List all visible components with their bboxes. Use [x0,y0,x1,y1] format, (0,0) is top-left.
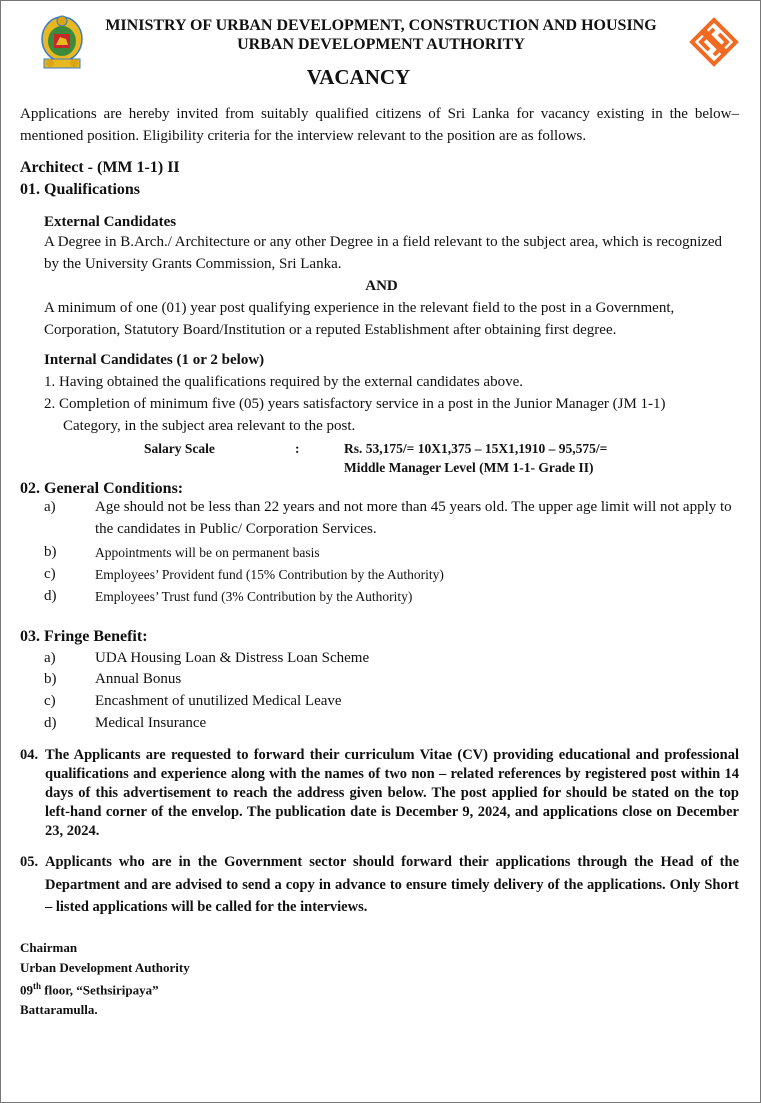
floor-suffix: th [33,981,42,992]
salary-label: Salary Scale [144,441,215,456]
external-text-1: A Degree in B.Arch./ Architecture or any other Degree in a field relevant to the subject area, which is recognized by the University Grants Commission, Sri Lanka. [44,234,723,272]
item-text: Annual Bonus [95,671,182,687]
address-line-city: Battaramulla. [20,1002,98,1018]
salary-level: Middle Manager Level (MM 1-1- Grade II) [344,460,594,475]
address-block [20,938,190,1020]
item-label: a) [44,499,56,515]
general-conditions-heading: 02. General Conditions: [20,480,184,497]
item-text: Employees’ Trust fund (3% Contribution by the Authority) [95,589,413,604]
item-text: Employees’ Provident fund (15% Contribution by the Authority) [95,567,444,582]
internal-item-2-cont: Category, in the subject area relevant to the post. [63,418,356,434]
authority-name: URBAN DEVELOPMENT AUTHORITY [237,36,525,53]
external-text-2: A minimum of one (01) year post qualifying experience in the relevant field to the post in a Government, Corporation, Statutory Board/Institution or a reputed Establishment after obtaining first degree. [44,300,675,338]
address-line-chairman: Chairman [20,940,78,955]
uda-logo [689,17,739,67]
section-5-number: 05. [20,854,39,870]
item-label: d) [44,715,57,731]
floor-number: 09 [20,982,33,998]
item-label: b) [44,544,57,560]
item-label: d) [44,588,57,604]
sri-lanka-emblem-logo [38,13,86,71]
internal-item-1: 1. Having obtained the qualifications required by the external candidates above. [44,374,523,390]
item-text: Appointments will be on permanent basis [95,545,320,560]
position-title: Architect - (MM 1-1) II [20,159,180,176]
section-5-text: Applicants who are in the Government sector should forward their applications through the Head of the Department and are advised to send a copy in advance to ensure timely delivery of the applications. Only Short – listed applications will be called for the interviews. [45,854,739,915]
external-candidates-heading: External Candidates [44,214,177,230]
floor-building: floor, “Sethsiripaya” [41,982,159,998]
item-text: UDA Housing Loan & Distress Loan Scheme [95,650,370,666]
section-4-text: The Applicants are requested to forward their curriculum Vitae (CV) providing educational and professional qualifications and experience along with the names of two non – related references by registered post within 14 days of this advertisement to reach the address given below. The post applied for should be stated on the top left-hand corner of the envelop. The publication date is December 9, 2024, and applications close on December 23, 2024. [45,747,739,839]
ministry-name: MINISTRY OF URBAN DEVELOPMENT, CONSTRUCTION AND HOUSING [105,17,657,34]
internal-candidates-heading: Internal Candidates (1 or 2 below) [44,352,265,368]
qualifications-heading: 01. Qualifications [20,181,141,198]
item-text: Age should not be less than 22 years and not more than 45 years old. The upper age limit will not apply to the candidates in Public/ Corporation Services. [95,499,732,537]
intro-paragraph: Applications are hereby invited from suitably qualified citizens of Sri Lanka for vacancy existing in the below–mentioned position. Eligibility criteria for the interview relevant to the position are as follows. [20,106,739,144]
item-label: c) [44,566,56,582]
and-label: AND [365,278,398,294]
section-4-number: 04. [20,747,39,763]
address-line-authority: Urban Development Authority [20,959,190,975]
item-label: a) [44,650,56,666]
fringe-benefit-heading: 03. Fringe Benefit: [20,628,148,645]
address-line-floor [20,977,190,1000]
salary-value: Rs. 53,175/= 10X1,375 – 15X1,1910 – 95,575/= [344,441,608,456]
internal-item-2: 2. Completion of minimum five (05) years satisfactory service in a post in the Junior Manager (JM 1-1) [44,396,666,412]
item-label: b) [44,671,57,687]
item-label: c) [44,693,56,709]
page-title: VACANCY [306,65,411,89]
item-text: Medical Insurance [95,715,207,731]
item-text: Encashment of unutilized Medical Leave [95,693,342,709]
salary-colon: : [295,441,300,456]
